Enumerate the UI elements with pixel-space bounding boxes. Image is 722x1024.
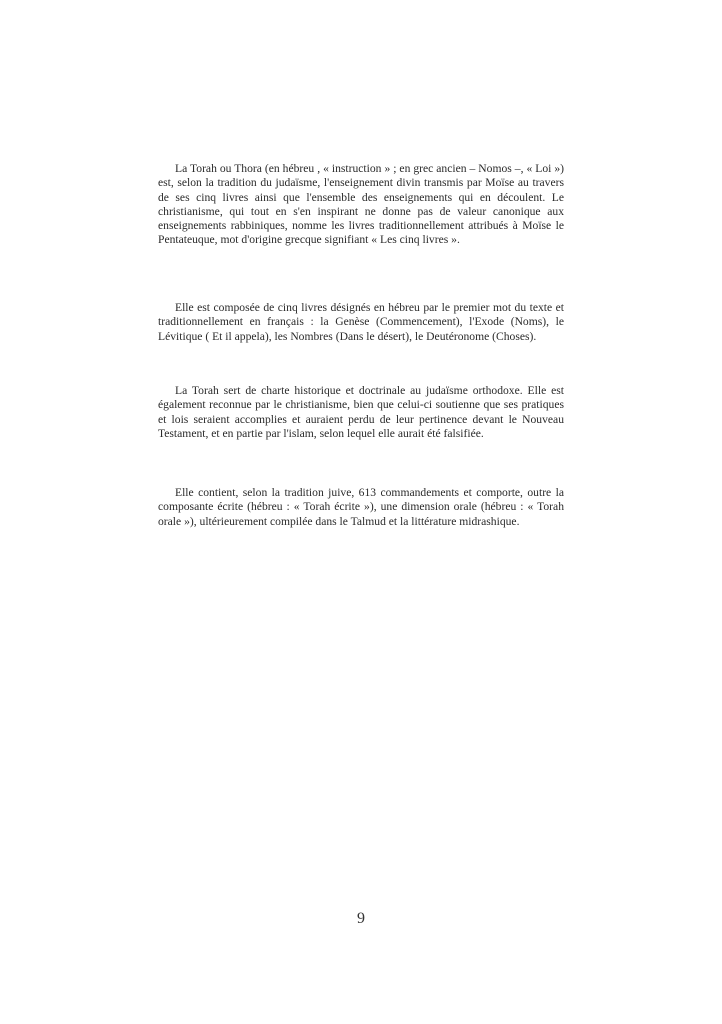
page-number: 9 xyxy=(357,910,365,927)
paragraph-five-books: Elle est composée de cinq livres désignés en hébreu par le premier mot du texte et traditionnellement en français : la Genèse (Commencement), l'Exode (Noms), le Lévitique ( Et il appela), les Nombres (Dans le désert), le Deutéronome (Choses). xyxy=(158,301,564,343)
paragraph-torah-definition: La Torah ou Thora (en hébreu , « instruction » ; en grec ancien – Nomos –, « Loi ») est, selon la tradition du judaïsme, l'enseignement divin transmis par Moïse au travers de ses cinq livres ainsi que l'ensemble des enseignements qui en découlent. Le christianisme, qui tout en s'en inspirant ne donne pas de valeur canonique aux enseignements rabbiniques, nomme les livres traditionnellement attribués à Moïse le Pentateuque, mot d'origine grecque signifiant « Les cinq livres ». xyxy=(158,162,564,247)
paragraph-historical-charter: La Torah sert de charte historique et doctrinale au judaïsme orthodoxe. Elle est également reconnue par le christianisme, bien que celui-ci soutienne que ses pratiques et lois seraient accomplies et auraient perdu de leur pertinence devant le Nouveau Testament, et en partie par l'islam, selon lequel elle aurait été falsifiée. xyxy=(158,384,564,440)
paragraph-commandments: Elle contient, selon la tradition juive, 613 commandements et comporte, outre la composante écrite (hébreu : « Torah écrite »), une dimension orale (hébreu : « Torah orale »), ultérieurement compilée dans le Talmud et la littérature midrashique. xyxy=(158,486,564,528)
